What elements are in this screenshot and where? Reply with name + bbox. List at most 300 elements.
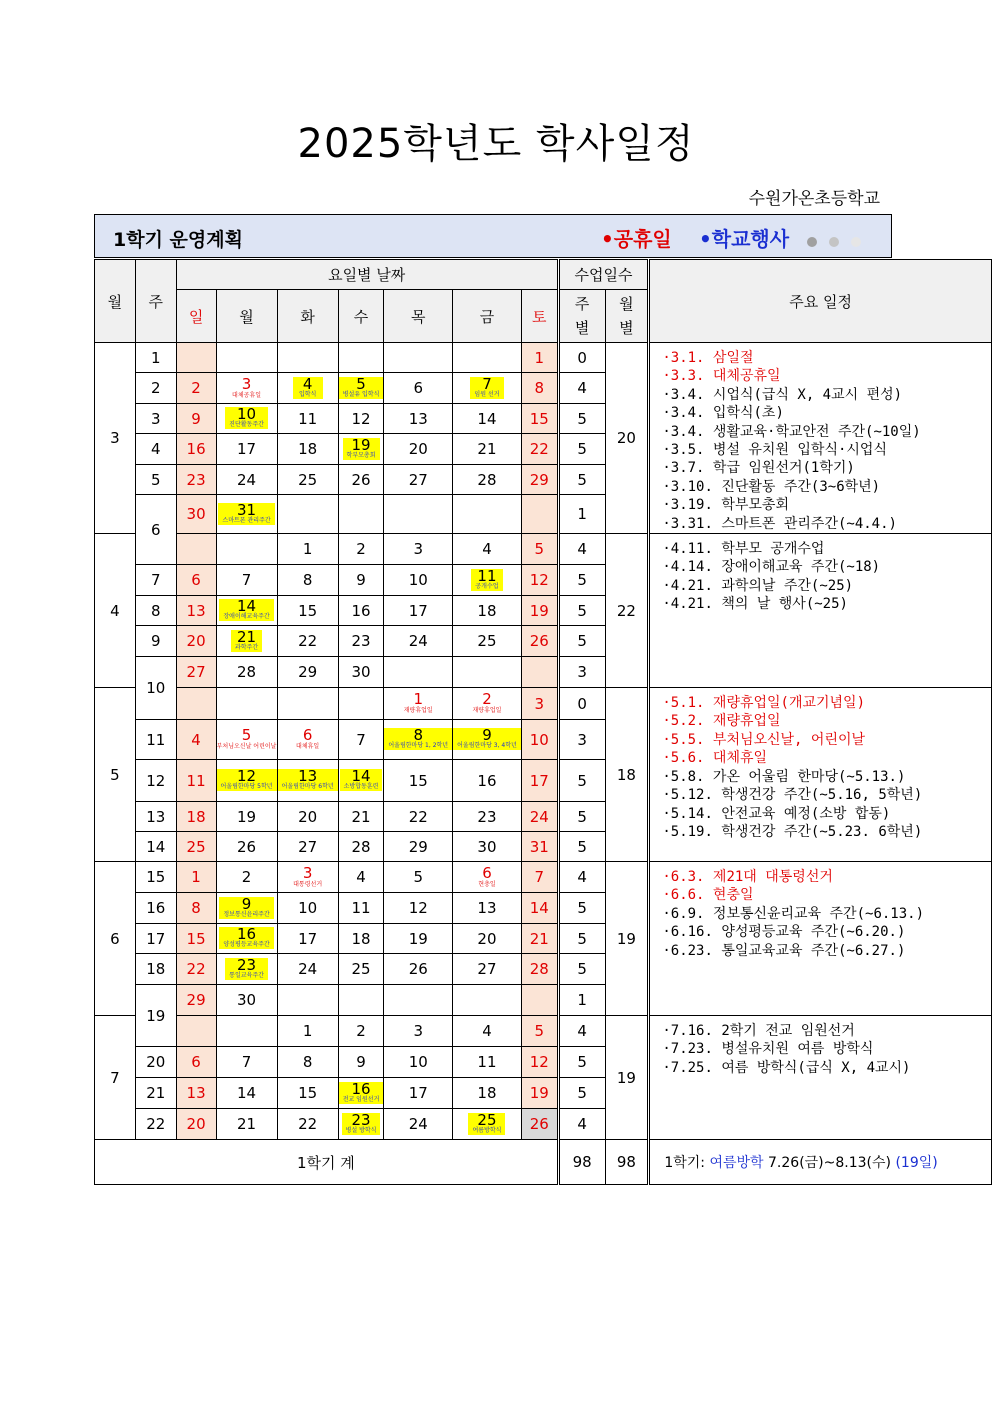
schedule-item: ·3.4. 시업식(급식 X, 4교시 편성) bbox=[662, 386, 903, 403]
holiday-mark bbox=[217, 728, 277, 751]
date-cell bbox=[277, 434, 338, 465]
date-cell bbox=[277, 802, 338, 832]
date-number: 23 bbox=[351, 632, 371, 651]
holiday-mark bbox=[453, 692, 521, 715]
schedule-item: ·4.11. 학부모 공개수업 bbox=[662, 541, 825, 558]
week-number: 21 bbox=[135, 1078, 176, 1109]
date-number: 31 bbox=[529, 837, 549, 856]
date-number: 13 bbox=[298, 767, 318, 786]
date-number: 9 bbox=[191, 409, 201, 428]
date-cell bbox=[521, 465, 558, 495]
schedule-item: ·7.16. 2학기 전교 임원선거 bbox=[662, 1023, 855, 1040]
date-number: 9 bbox=[482, 726, 492, 745]
week-class-days: 5 bbox=[558, 626, 605, 657]
date-cell bbox=[277, 1047, 338, 1078]
week-class-days: 5 bbox=[558, 1047, 605, 1078]
date-cell bbox=[277, 495, 338, 534]
date-number: 1 bbox=[302, 1022, 313, 1041]
date-cell bbox=[277, 343, 338, 373]
date-cell bbox=[338, 893, 384, 924]
date-cell bbox=[384, 1078, 453, 1109]
date-cell bbox=[176, 893, 216, 924]
date-number: 12 bbox=[351, 409, 371, 428]
week-class-days: 5 bbox=[558, 802, 605, 832]
date-cell bbox=[338, 534, 384, 565]
date-cell bbox=[176, 862, 216, 893]
semester-banner bbox=[94, 214, 892, 258]
date-cell bbox=[453, 688, 522, 720]
date-number: 7 bbox=[241, 1053, 252, 1072]
date-cell bbox=[521, 688, 558, 720]
date-number: 5 bbox=[241, 726, 252, 745]
date-number: 15 bbox=[529, 409, 549, 428]
date-number: 9 bbox=[356, 571, 366, 590]
date-number: 6 bbox=[302, 726, 313, 745]
date-cell bbox=[338, 760, 384, 802]
date-cell bbox=[277, 924, 338, 954]
date-number: 16 bbox=[186, 440, 206, 458]
date-cell bbox=[338, 626, 384, 657]
week-number: 15 bbox=[135, 862, 176, 893]
date-cell bbox=[521, 565, 558, 596]
date-cell bbox=[384, 343, 453, 373]
date-number: 22 bbox=[408, 807, 428, 826]
date-cell bbox=[338, 1109, 384, 1140]
event-mark bbox=[218, 500, 274, 525]
date-number: 5 bbox=[534, 1022, 545, 1041]
date-number: 13 bbox=[408, 409, 428, 428]
date-number: 1 bbox=[191, 868, 201, 887]
event-mark bbox=[468, 1110, 505, 1135]
week-class-days: 5 bbox=[558, 832, 605, 862]
holiday-mark bbox=[384, 692, 452, 715]
banner-title: 1학기 운영계획 bbox=[113, 229, 243, 251]
date-note: 임원 선거 bbox=[474, 390, 500, 398]
date-number: 15 bbox=[408, 771, 428, 790]
month-schedule bbox=[649, 343, 992, 534]
week-number: 13 bbox=[135, 802, 176, 832]
date-number: 14 bbox=[237, 1084, 257, 1103]
schedule-item: ·5.14. 안전교육 예정(소방 합동) bbox=[662, 805, 891, 822]
week-class-days: 5 bbox=[558, 760, 605, 802]
header-day-tue: 화 bbox=[277, 290, 338, 343]
date-cell bbox=[216, 626, 277, 657]
date-cell bbox=[176, 720, 216, 760]
date-number: 28 bbox=[529, 960, 549, 979]
date-number: 22 bbox=[298, 1115, 318, 1134]
header-week-total: 주 별 bbox=[558, 290, 605, 343]
date-cell bbox=[216, 760, 277, 802]
date-number: 28 bbox=[237, 663, 257, 682]
date-number: 26 bbox=[529, 632, 549, 651]
decor-dot-icon bbox=[807, 237, 817, 247]
date-cell bbox=[277, 404, 338, 434]
date-cell bbox=[453, 343, 522, 373]
date-number: 15 bbox=[298, 1084, 318, 1103]
date-cell bbox=[384, 924, 453, 954]
date-cell bbox=[521, 596, 558, 626]
date-cell bbox=[338, 688, 384, 720]
date-note: 스마트폰 관리주간 bbox=[222, 516, 271, 524]
month-schedule bbox=[649, 862, 992, 1016]
week-class-days: 1 bbox=[558, 495, 605, 534]
date-cell bbox=[216, 802, 277, 832]
event-mark bbox=[343, 435, 380, 460]
header-day-mon: 월 bbox=[216, 290, 277, 343]
date-cell bbox=[216, 373, 277, 404]
month-class-days: 19 bbox=[605, 1016, 649, 1140]
date-cell bbox=[384, 373, 453, 404]
date-number: 3 bbox=[413, 1022, 424, 1041]
date-cell bbox=[216, 1016, 277, 1047]
date-note: 전교 임원선거 bbox=[342, 1095, 380, 1103]
date-number: 16 bbox=[351, 601, 371, 620]
date-cell bbox=[384, 893, 453, 924]
date-cell bbox=[216, 832, 277, 862]
date-cell bbox=[453, 495, 522, 534]
date-number: 29 bbox=[408, 837, 428, 856]
date-number: 17 bbox=[529, 771, 549, 790]
date-cell bbox=[277, 1078, 338, 1109]
schedule-item: ·6.9. 정보통신윤리교육 주간(~6.13.) bbox=[662, 905, 925, 922]
date-note: 어울림한마당 3, 4학년 bbox=[457, 742, 517, 750]
date-note: 재량휴업일 bbox=[403, 707, 433, 715]
date-note: 소방합동훈련 bbox=[343, 783, 379, 791]
date-number: 11 bbox=[298, 409, 318, 428]
date-number: 3 bbox=[534, 694, 545, 713]
schedule-item: ·4.21. 책의 날 행사(~25) bbox=[662, 596, 848, 613]
week-class-days: 4 bbox=[558, 534, 605, 565]
date-cell bbox=[216, 434, 277, 465]
date-cell bbox=[176, 465, 216, 495]
date-cell bbox=[384, 1109, 453, 1140]
date-note: 어울림한마당 6학년 bbox=[281, 783, 334, 791]
date-cell bbox=[338, 465, 384, 495]
week-number: 22 bbox=[135, 1109, 176, 1140]
date-number: 19 bbox=[408, 929, 428, 948]
date-number: 25 bbox=[351, 960, 371, 979]
date-number: 18 bbox=[351, 929, 371, 948]
date-number: 3 bbox=[241, 374, 252, 393]
date-number: 29 bbox=[298, 663, 318, 682]
date-cell bbox=[277, 688, 338, 720]
date-number: 24 bbox=[408, 1115, 428, 1134]
week-number: 19 bbox=[135, 985, 176, 1047]
date-number: 21 bbox=[237, 1115, 257, 1134]
date-cell bbox=[453, 954, 522, 985]
decor-dot-icon bbox=[851, 237, 861, 247]
week-class-days: 3 bbox=[558, 657, 605, 688]
date-cell bbox=[521, 862, 558, 893]
semester-total-label: 1학기 계 bbox=[95, 1140, 559, 1185]
date-cell bbox=[384, 1016, 453, 1047]
week-class-days: 5 bbox=[558, 893, 605, 924]
date-cell bbox=[338, 720, 384, 760]
header-schedule: 주요 일정 bbox=[649, 260, 992, 343]
month-label: 7 bbox=[95, 1016, 136, 1140]
date-cell bbox=[176, 596, 216, 626]
week-class-days: 4 bbox=[558, 1016, 605, 1047]
date-cell bbox=[277, 1109, 338, 1140]
date-cell bbox=[521, 343, 558, 373]
date-cell bbox=[176, 1047, 216, 1078]
date-number: 4 bbox=[482, 540, 492, 559]
schedule-item: ·3.4. 생활교육·학교안전 주간(~10일) bbox=[662, 423, 921, 440]
week-class-days: 1 bbox=[558, 985, 605, 1016]
week-row bbox=[95, 688, 992, 720]
date-cell bbox=[216, 688, 277, 720]
date-cell bbox=[176, 985, 216, 1016]
date-cell bbox=[453, 565, 522, 596]
date-cell bbox=[338, 1078, 384, 1109]
date-number: 23 bbox=[237, 955, 257, 974]
date-number: 21 bbox=[477, 440, 497, 458]
page-title: 2025학년도 학사일정 bbox=[297, 121, 695, 167]
date-number: 28 bbox=[477, 470, 497, 489]
date-cell bbox=[176, 1078, 216, 1109]
date-number: 2 bbox=[482, 690, 492, 709]
schedule-item: ·7.25. 여름 방학식(급식 X, 4교시) bbox=[662, 1059, 911, 1076]
date-cell bbox=[216, 565, 277, 596]
date-number: 19 bbox=[529, 1084, 549, 1103]
date-number: 6 bbox=[482, 863, 492, 882]
header-class-days: 수업일수 bbox=[558, 260, 649, 290]
date-number: 12 bbox=[408, 899, 428, 918]
schedule-item: ·6.6. 현충일 bbox=[662, 887, 754, 904]
week-class-days: 3 bbox=[558, 720, 605, 760]
date-number: 26 bbox=[237, 837, 257, 856]
legend-holiday: •공휴일 bbox=[601, 227, 672, 251]
date-number: 3 bbox=[302, 863, 313, 882]
week-row bbox=[95, 343, 992, 373]
event-mark bbox=[219, 599, 273, 621]
date-cell bbox=[338, 343, 384, 373]
date-cell bbox=[384, 802, 453, 832]
date-cell bbox=[384, 760, 453, 802]
date-number: 20 bbox=[186, 1115, 206, 1134]
week-number: 9 bbox=[135, 626, 176, 657]
date-number: 13 bbox=[186, 1084, 206, 1103]
schedule-item: ·3.10. 진단활동 주간(3~6학년) bbox=[662, 478, 881, 495]
date-cell bbox=[338, 954, 384, 985]
event-mark bbox=[293, 374, 323, 399]
date-cell bbox=[176, 760, 216, 802]
date-cell bbox=[521, 404, 558, 434]
month-schedule bbox=[649, 534, 992, 688]
week-row bbox=[95, 1016, 992, 1047]
date-cell bbox=[453, 1016, 522, 1047]
schedule-item: ·4.21. 과학의날 주간(~25) bbox=[662, 577, 854, 594]
month-label: 4 bbox=[95, 534, 136, 688]
holiday-mark bbox=[217, 374, 277, 400]
date-cell bbox=[176, 1016, 216, 1047]
date-cell bbox=[176, 495, 216, 534]
date-cell bbox=[176, 657, 216, 688]
date-number: 11 bbox=[186, 771, 206, 790]
date-note: 진단활동주간 bbox=[229, 421, 264, 428]
date-number: 20 bbox=[298, 807, 318, 826]
date-cell bbox=[521, 657, 558, 688]
header-month: 월 bbox=[95, 260, 136, 343]
header-week: 주 bbox=[135, 260, 176, 343]
date-cell bbox=[176, 832, 216, 862]
date-cell bbox=[453, 465, 522, 495]
month-class-days: 20 bbox=[605, 343, 649, 534]
date-number: 5 bbox=[534, 540, 545, 559]
month-label: 3 bbox=[95, 343, 136, 534]
holiday-mark bbox=[278, 863, 338, 889]
date-number: 7 bbox=[482, 374, 492, 393]
week-class-days: 0 bbox=[558, 688, 605, 720]
date-cell bbox=[216, 404, 277, 434]
date-cell bbox=[384, 565, 453, 596]
date-cell bbox=[216, 343, 277, 373]
date-cell bbox=[216, 985, 277, 1016]
date-number: 10 bbox=[529, 730, 549, 749]
event-mark bbox=[453, 728, 521, 750]
date-number: 24 bbox=[408, 632, 428, 651]
date-number: 16 bbox=[477, 771, 497, 790]
date-cell bbox=[453, 832, 522, 862]
event-mark bbox=[471, 566, 502, 591]
event-mark bbox=[340, 769, 383, 791]
date-cell bbox=[176, 565, 216, 596]
date-note: 대통령선거 bbox=[293, 880, 323, 888]
date-cell bbox=[521, 832, 558, 862]
date-cell bbox=[521, 985, 558, 1016]
vacation-note bbox=[649, 1140, 992, 1185]
date-cell bbox=[216, 720, 277, 760]
date-cell bbox=[176, 1109, 216, 1140]
date-note: 현충일 bbox=[478, 880, 496, 888]
date-number: 11 bbox=[477, 1053, 497, 1072]
header-day-sat: 토 bbox=[521, 290, 558, 343]
date-number: 27 bbox=[408, 470, 428, 489]
date-cell bbox=[384, 495, 453, 534]
date-number: 2 bbox=[356, 1022, 366, 1041]
date-number: 21 bbox=[237, 627, 257, 646]
schedule-item: ·6.16. 양성평등교육 주간(~6.20.) bbox=[662, 924, 906, 941]
date-number: 18 bbox=[477, 601, 497, 620]
week-number: 17 bbox=[135, 924, 176, 954]
week-class-days: 0 bbox=[558, 343, 605, 373]
date-cell bbox=[216, 862, 277, 893]
date-cell bbox=[277, 832, 338, 862]
date-number: 15 bbox=[298, 601, 318, 620]
date-cell bbox=[521, 626, 558, 657]
date-number: 17 bbox=[408, 601, 428, 620]
week-number: 20 bbox=[135, 1047, 176, 1078]
date-number: 18 bbox=[186, 807, 206, 826]
week-row bbox=[95, 534, 992, 565]
schedule-item: ·5.12. 학생건강 주간(~5.16, 5학년) bbox=[662, 787, 923, 804]
event-mark bbox=[219, 894, 273, 919]
date-cell bbox=[384, 534, 453, 565]
date-number: 21 bbox=[529, 929, 549, 948]
header-dates: 요일별 날짜 bbox=[176, 260, 558, 290]
month-class-days: 19 bbox=[605, 862, 649, 1016]
date-cell bbox=[216, 924, 277, 954]
week-class-days: 5 bbox=[558, 924, 605, 954]
date-number: 6 bbox=[413, 379, 424, 397]
date-cell bbox=[338, 1016, 384, 1047]
date-cell bbox=[338, 565, 384, 596]
date-cell bbox=[453, 657, 522, 688]
date-cell bbox=[521, 534, 558, 565]
date-cell bbox=[453, 534, 522, 565]
date-number: 20 bbox=[186, 632, 206, 651]
event-mark bbox=[339, 1079, 384, 1104]
date-cell bbox=[338, 924, 384, 954]
date-number: 1 bbox=[534, 348, 545, 367]
date-cell bbox=[384, 862, 453, 893]
date-note: 여름방학식 bbox=[472, 1126, 502, 1134]
date-cell bbox=[277, 565, 338, 596]
date-number: 27 bbox=[477, 960, 497, 979]
date-number: 19 bbox=[237, 807, 257, 826]
date-number: 18 bbox=[477, 1084, 497, 1103]
event-mark bbox=[231, 627, 262, 652]
date-cell bbox=[216, 495, 277, 534]
vacation-label: 여름방학 bbox=[709, 1155, 764, 1172]
date-cell bbox=[277, 465, 338, 495]
date-cell bbox=[176, 626, 216, 657]
date-note: 양성평등교육주간 bbox=[223, 941, 270, 949]
date-cell bbox=[453, 626, 522, 657]
date-cell bbox=[453, 985, 522, 1016]
date-cell bbox=[338, 434, 384, 465]
date-number: 24 bbox=[237, 470, 257, 489]
date-cell bbox=[216, 954, 277, 985]
date-note: 어울림한마당 1, 2학년 bbox=[388, 742, 449, 750]
date-cell bbox=[453, 434, 522, 465]
date-cell bbox=[384, 985, 453, 1016]
date-cell bbox=[338, 404, 384, 434]
week-class-days: 5 bbox=[558, 404, 605, 434]
date-cell bbox=[521, 1109, 558, 1140]
date-cell bbox=[453, 404, 522, 434]
date-number: 21 bbox=[351, 807, 371, 826]
date-number: 27 bbox=[298, 837, 318, 856]
date-cell bbox=[176, 434, 216, 465]
date-cell bbox=[521, 1016, 558, 1047]
legend-event: •학교행사 bbox=[699, 227, 790, 251]
date-cell bbox=[384, 596, 453, 626]
date-number: 12 bbox=[529, 571, 549, 590]
schedule-item: ·3.19. 학부모총회 bbox=[662, 497, 789, 514]
date-cell bbox=[384, 832, 453, 862]
date-number: 10 bbox=[408, 571, 428, 590]
date-number: 10 bbox=[298, 899, 318, 918]
date-note: 대체공휴일 bbox=[232, 391, 262, 399]
date-cell bbox=[277, 534, 338, 565]
schedule-item: ·4.14. 장애이해교육 주간(~18) bbox=[662, 559, 881, 576]
schedule-item: ·5.19. 학생건강 주간(~5.23. 6학년) bbox=[662, 823, 923, 840]
date-cell bbox=[277, 373, 338, 404]
date-cell bbox=[453, 760, 522, 802]
date-number: 22 bbox=[186, 960, 206, 979]
date-number: 16 bbox=[351, 1079, 371, 1098]
date-number: 4 bbox=[482, 1022, 492, 1041]
week-number: 2 bbox=[135, 373, 176, 404]
date-cell bbox=[176, 534, 216, 565]
date-number: 26 bbox=[529, 1115, 549, 1134]
date-number: 22 bbox=[298, 632, 318, 651]
event-mark bbox=[470, 374, 503, 399]
schedule-item: ·5.8. 가온 어울림 한마당(~5.13.) bbox=[662, 768, 906, 785]
date-number: 5 bbox=[413, 868, 424, 887]
date-cell bbox=[521, 1078, 558, 1109]
